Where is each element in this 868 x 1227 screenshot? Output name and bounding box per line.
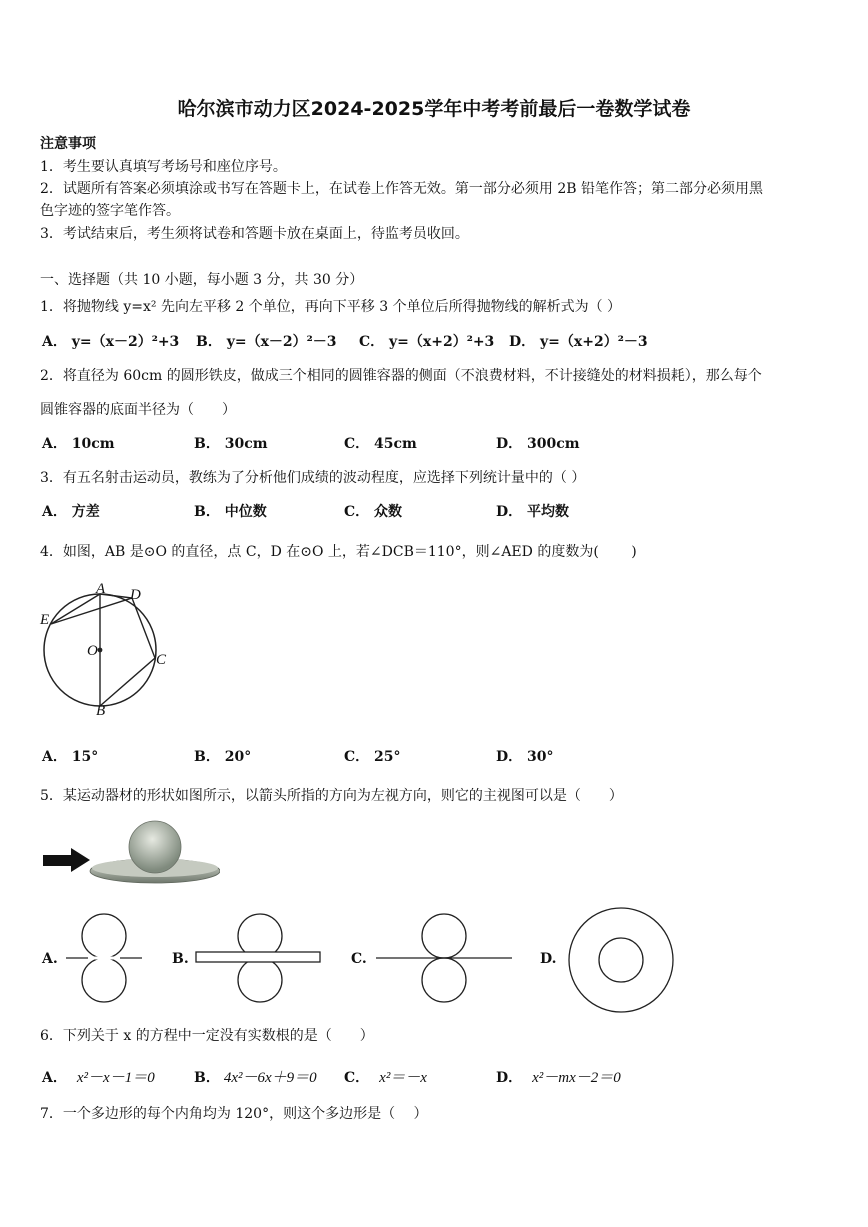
q4-option-a: A． 15° <box>42 749 99 765</box>
q3-option-b: B． 中位数 <box>194 504 267 520</box>
q5-option-b: B. <box>172 951 189 967</box>
q6-option-a-letter: A． <box>42 1070 67 1086</box>
q3-option-c: C． 众数 <box>344 504 403 520</box>
q5-stem: 5．某运动器材的形状如图所示，以箭头所指的方向为左视方向，则它的主视图可以是（ ） <box>40 788 623 804</box>
q6-option-b <box>194 1066 317 1087</box>
q4-label-a: A <box>96 581 106 597</box>
q2-option-b: B． 30cm <box>194 436 268 452</box>
q2-option-a: A． 10cm <box>42 436 115 452</box>
q2-stem-line2: 圆锥容器的底面半径为（ ） <box>40 402 236 418</box>
q5-option-b-figure <box>194 912 324 1004</box>
q5-option-c: C. <box>351 951 367 967</box>
q5-option-a-figure <box>66 912 142 1004</box>
q4-label-o: O <box>87 643 98 659</box>
section-heading: 一、选择题（共 10 小题，每小题 3 分，共 30 分） <box>40 272 364 288</box>
notice-item-2-cont: 色字迹的签字笔作答。 <box>40 203 180 219</box>
q2-option-c: C． 45cm <box>344 436 417 452</box>
q6-stem: 6．下列关于 x 的方程中一定没有实数根的是（ ） <box>40 1028 374 1044</box>
q6-option-d-letter: D． <box>496 1070 523 1086</box>
q4-label-c: C <box>156 652 167 668</box>
q4-circle-figure <box>34 576 174 724</box>
q6-option-a <box>42 1066 155 1087</box>
q1-stem: 1．将抛物线 y=x² 先向左平移 2 个单位，再向下平移 3 个单位后所得抛物线的解析式为（ ） <box>40 299 622 315</box>
q4-option-d: D． 30° <box>496 749 554 765</box>
q4-option-b: B． 20° <box>194 749 252 765</box>
q6-option-d <box>496 1066 621 1087</box>
q3-option-d: D． 平均数 <box>496 504 570 520</box>
q6-option-b-letter: B． <box>194 1070 220 1086</box>
q2-stem-line1: 2．将直径为 60cm 的圆形铁皮，做成三个相同的圆锥容器的侧面（不浪费材料，不计接缝处的材料损耗），那么每个 <box>40 368 762 384</box>
q5-option-c-figure <box>376 912 512 1004</box>
q1-option-d: D． y=（x+2）²－3 <box>509 334 648 350</box>
q6-option-d-equation: x²－mx－2＝0 <box>532 1070 621 1086</box>
q7-stem: 7．一个多边形的每个内角均为 120°，则这个多边形是（ ） <box>40 1106 428 1122</box>
q4-stem: 4．如图，AB 是⊙O 的直径，点 C，D 在⊙O 上，若∠DCB＝110°，则∠AED 的度数为( ) <box>40 544 637 560</box>
q4-label-e: E <box>40 612 50 628</box>
notice-item-2: 2．试题所有答案必须填涂或书写在答题卡上，在试卷上作答无效。第一部分必须用 2B 铅笔作答；第二部分必须用黑 <box>40 181 763 197</box>
notice-heading: 注意事项 <box>40 136 96 152</box>
q5-option-d: D. <box>540 951 557 967</box>
notice-item-3: 3．考试结束后，考生须将试卷和答题卡放在桌面上，待监考员收回。 <box>40 226 469 242</box>
q6-option-b-equation: 4x²－6x＋9＝0 <box>223 1070 317 1086</box>
q6-option-c-letter: C． <box>344 1070 370 1086</box>
q6-option-a-equation: x²－x－1＝0 <box>76 1070 155 1086</box>
q5-option-a: A. <box>42 951 58 967</box>
q6-option-c <box>344 1066 427 1087</box>
q1-option-c: C． y=（x+2）²+3 <box>359 334 495 350</box>
q5-equipment-figure <box>40 812 220 896</box>
notice-item-1: 1．考生要认真填写考场号和座位序号。 <box>40 159 287 175</box>
page-title: 哈尔滨市动力区2024-2025学年中考考前最后一卷数学试卷 <box>177 98 691 120</box>
q2-option-d: D． 300cm <box>496 436 580 452</box>
q1-option-a: A． y=（x－2）²+3 <box>42 334 180 350</box>
q6-option-c-equation: x²＝－x <box>379 1070 427 1086</box>
q4-label-d: D <box>130 587 141 603</box>
q4-label-b: B <box>96 703 106 719</box>
q1-option-b: B． y=（x－2）²－3 <box>196 334 337 350</box>
q3-stem: 3．有五名射击运动员，教练为了分析他们成绩的波动程度，应选择下列统计量中的（ ） <box>40 470 586 486</box>
q4-option-c: C． 25° <box>344 749 401 765</box>
q3-option-a: A． 方差 <box>42 504 100 520</box>
q5-option-d-figure <box>564 905 678 1015</box>
